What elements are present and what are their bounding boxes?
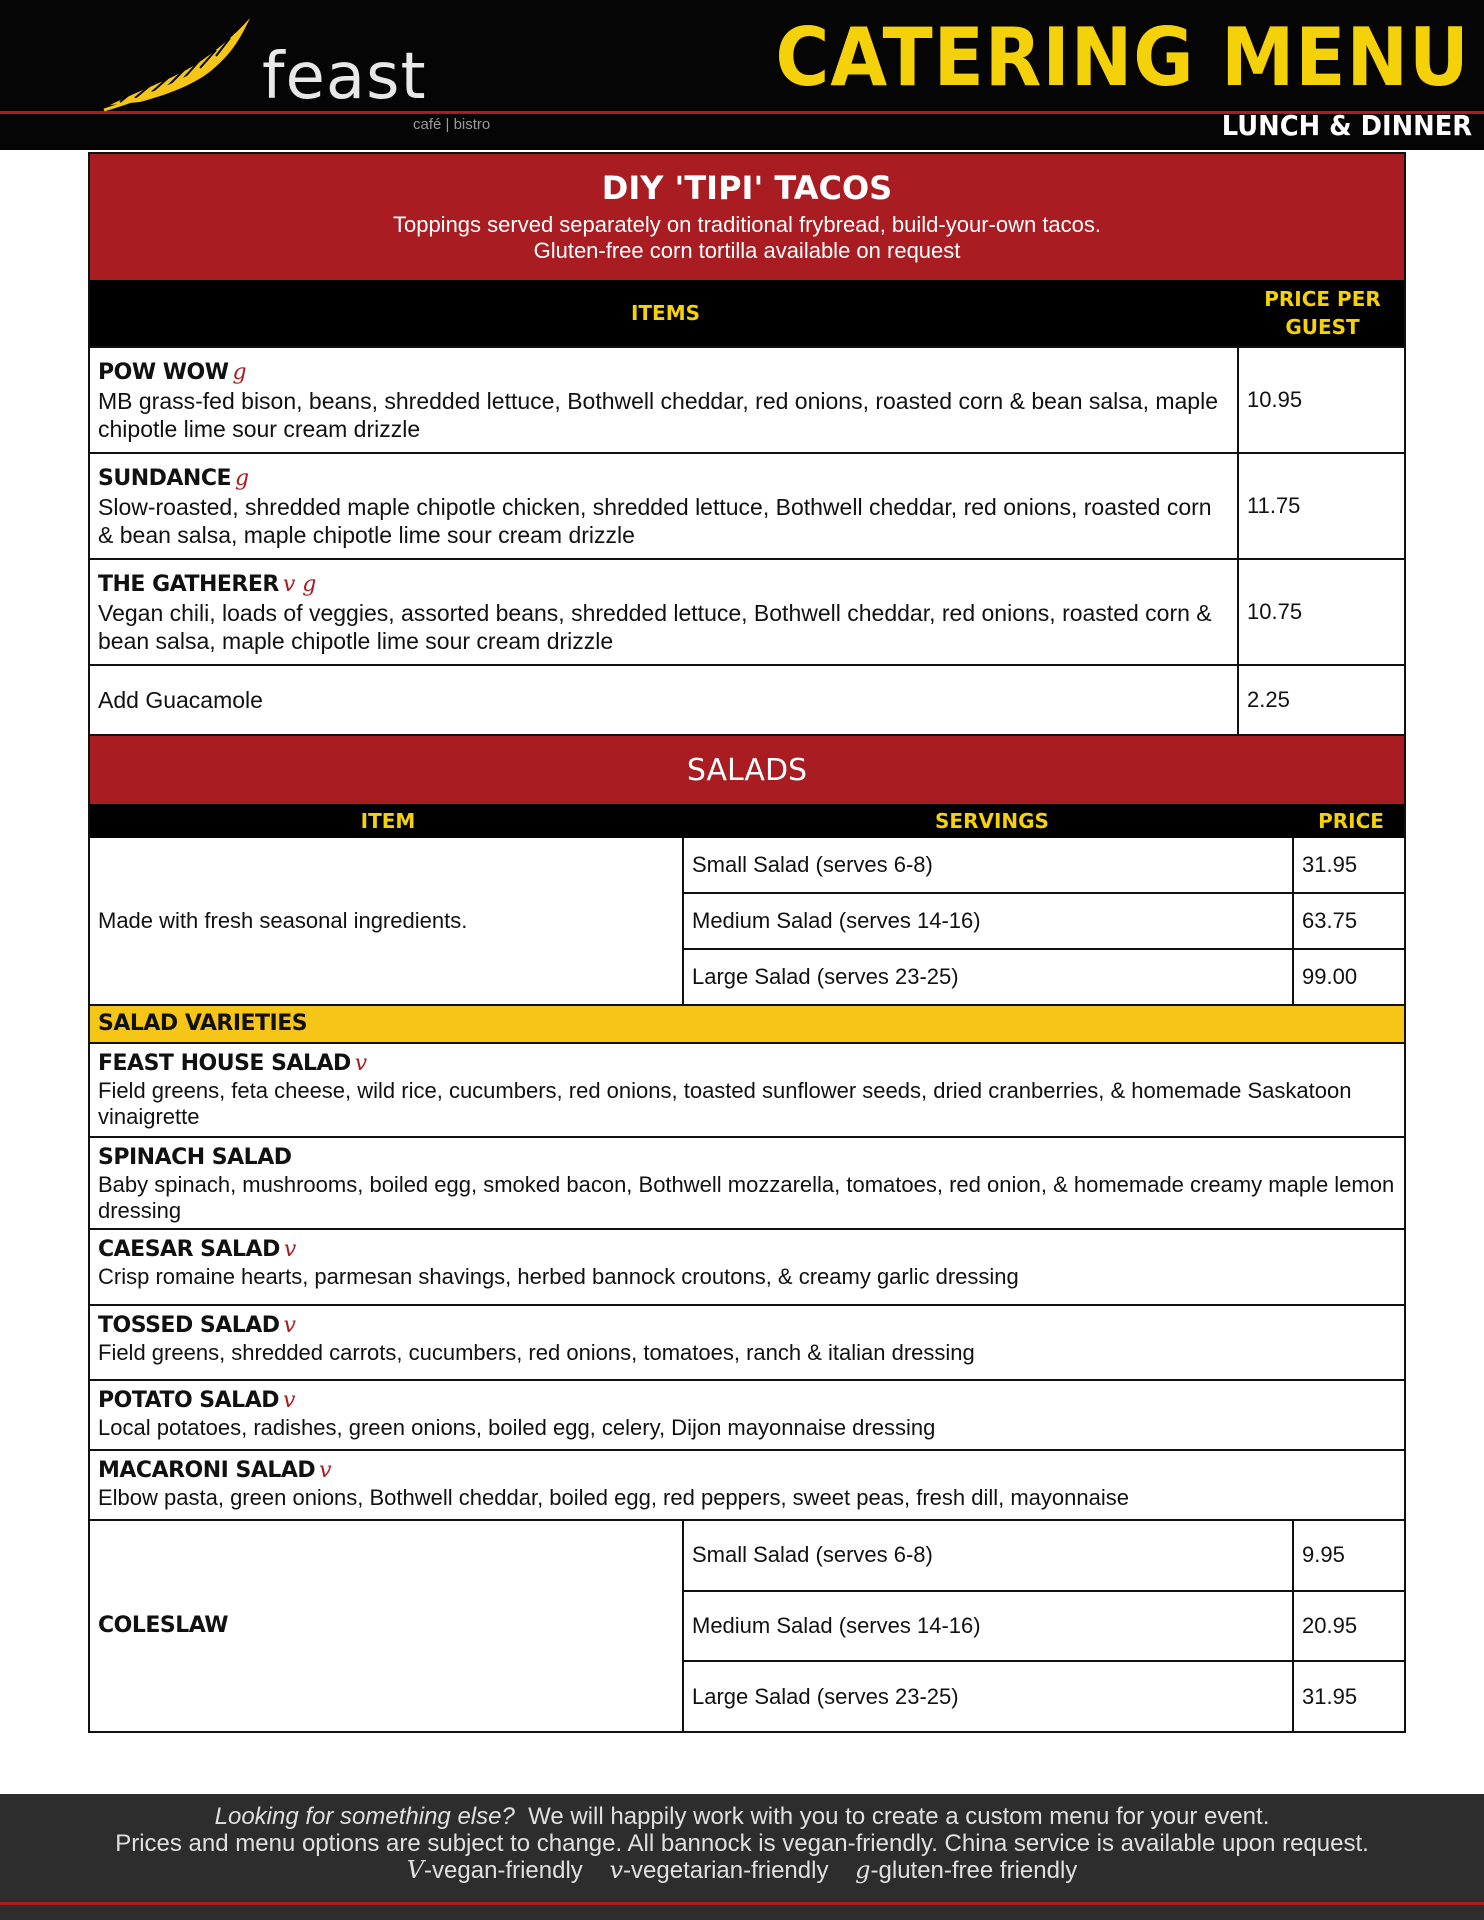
variety-name: FEAST HOUSE SALAD bbox=[98, 1051, 351, 1076]
taco-desc: Vegan chili, loads of veggies, assorted beans, shredded lettuce, Bothwell cheddar, red onions, roasted corn & bean salsa, maple chipotle lime sour cream drizzle bbox=[98, 600, 1212, 654]
feather-icon bbox=[100, 10, 270, 120]
salad-size-list bbox=[684, 838, 1404, 1004]
page-subtitle: LUNCH & DINNER bbox=[1221, 109, 1472, 142]
tacos-title: DIY 'TIPI' TACOS bbox=[601, 169, 893, 207]
page-footer bbox=[0, 1794, 1484, 1920]
variety-name: SPINACH SALAD bbox=[98, 1145, 292, 1170]
taco-price: 11.75 bbox=[1247, 493, 1301, 518]
taco-desc-cell bbox=[90, 348, 1239, 452]
taco-name: SUNDANCE bbox=[98, 466, 231, 491]
variety-desc: Elbow pasta, green onions, Bothwell cheddar, boiled egg, red peppers, sweet peas, fresh dill, mayonnaise bbox=[98, 1485, 1129, 1510]
size-price: 99.00 bbox=[1302, 964, 1358, 989]
diet-mark: v bbox=[283, 1313, 296, 1338]
taco-price: 10.75 bbox=[1247, 599, 1303, 624]
size-label: Small Salad (serves 6-8) bbox=[684, 838, 1294, 892]
tacos-column-header bbox=[90, 280, 1404, 346]
col-item: ITEM bbox=[360, 809, 416, 833]
size-price: 20.95 bbox=[1302, 1613, 1358, 1638]
size-row bbox=[684, 1660, 1404, 1731]
taco-desc-cell bbox=[90, 454, 1239, 558]
taco-desc: Slow-roasted, shredded maple chipotle chicken, shredded lettuce, Bothwell cheddar, red onions, roasted corn & bean salsa, maple chipotle lime sour cream drizzle bbox=[98, 494, 1212, 548]
logo-tagline: café | bistro bbox=[413, 116, 491, 133]
col-price: PRICE bbox=[1318, 809, 1384, 833]
footer-line1 bbox=[0, 1803, 1484, 1830]
taco-row bbox=[90, 346, 1404, 452]
salad-varieties-label: SALAD VARIETIES bbox=[98, 1011, 308, 1036]
size-price: 9.95 bbox=[1302, 1542, 1345, 1568]
salad-variety bbox=[90, 1228, 1404, 1304]
diet-mark: g bbox=[235, 466, 250, 491]
feast-logo bbox=[100, 10, 520, 140]
page-header bbox=[0, 0, 1484, 150]
variety-desc: Crisp romaine hearts, parmesan shavings, herbed bannock croutons, & creamy garlic dressing bbox=[98, 1264, 1019, 1289]
salad-intro: Made with fresh seasonal ingredients. bbox=[90, 838, 684, 1004]
size-price: 31.95 bbox=[1302, 1683, 1358, 1709]
variety-name: POTATO SALAD bbox=[98, 1388, 279, 1413]
size-label: Large Salad (serves 23-25) bbox=[684, 950, 1294, 1004]
col-price-per-guest: PRICE PER GUEST bbox=[1264, 287, 1381, 339]
diet-mark: v bbox=[354, 1051, 368, 1076]
size-label: Large Salad (serves 23-25) bbox=[684, 1662, 1294, 1731]
page-title: CATERING MENU bbox=[775, 11, 1470, 104]
salad-variety bbox=[90, 1304, 1404, 1379]
addon-name: Add Guacamole bbox=[90, 666, 1239, 734]
size-label: Medium Salad (serves 14-16) bbox=[684, 1592, 1294, 1661]
diet-mark: v g bbox=[282, 572, 317, 597]
footer-line1-text: We will happily work with you to create a custom menu for your event. bbox=[528, 1803, 1270, 1830]
diet-mark: v bbox=[283, 1237, 297, 1262]
footer-legend bbox=[0, 1857, 1484, 1884]
variety-desc: Field greens, feta cheese, wild rice, cucumbers, red onions, toasted sunflower seeds, dried cranberries, & homemade Saskatoon vinaigrette bbox=[98, 1078, 1352, 1129]
variety-desc: Baby spinach, mushrooms, boiled egg, smoked bacon, Bothwell mozzarella, tomatoes, red onion, & homemade creamy maple lemon dressing bbox=[98, 1172, 1395, 1223]
footer-divider bbox=[0, 1902, 1484, 1905]
size-label: Medium Salad (serves 14-16) bbox=[684, 894, 1294, 948]
menu-content bbox=[88, 152, 1406, 1733]
salad-variety bbox=[90, 1379, 1404, 1449]
tacos-desc-line2: Gluten-free corn tortilla available on request bbox=[533, 238, 961, 263]
variety-name: TOSSED SALAD bbox=[98, 1313, 280, 1338]
addon-row bbox=[90, 664, 1404, 734]
taco-name: POW WOW bbox=[98, 360, 229, 385]
salads-section-header bbox=[90, 734, 1404, 804]
salad-sizes bbox=[90, 838, 1404, 1004]
legend-mark: V bbox=[406, 1856, 425, 1884]
diet-mark: v bbox=[319, 1458, 332, 1483]
size-row bbox=[684, 1590, 1404, 1661]
variety-desc: Local potatoes, radishes, green onions, boiled egg, celery, Dijon mayonnaise dressing bbox=[98, 1415, 936, 1440]
size-row bbox=[684, 948, 1404, 1004]
footer-line1-italic: Looking for something else? bbox=[214, 1803, 515, 1830]
legend-mark: v bbox=[609, 1856, 624, 1884]
coleslaw-name: COLESLAW bbox=[98, 1613, 229, 1638]
taco-desc-cell bbox=[90, 560, 1239, 664]
size-price: 63.75 bbox=[1302, 908, 1358, 933]
size-label: Small Salad (serves 6-8) bbox=[684, 1521, 1294, 1590]
taco-price: 10.95 bbox=[1247, 387, 1303, 412]
salads-column-header bbox=[90, 804, 1404, 838]
size-price: 31.95 bbox=[1302, 852, 1358, 877]
coleslaw-name-cell bbox=[90, 1521, 684, 1731]
variety-desc: Field greens, shredded carrots, cucumbers, red onions, tomatoes, ranch & italian dressing bbox=[98, 1340, 975, 1365]
salad-varieties-bar bbox=[90, 1004, 1404, 1042]
diet-mark: v bbox=[283, 1388, 296, 1413]
coleslaw-sizes bbox=[90, 1519, 1404, 1731]
tacos-desc-line1: Toppings served separately on traditional frybread, build-your-own tacos. bbox=[392, 212, 1102, 237]
taco-desc: MB grass-fed bison, beans, shredded lettuce, Bothwell cheddar, red onions, roasted corn & bean salsa, maple chipotle lime sour cream drizzle bbox=[98, 388, 1218, 442]
taco-name: THE GATHERER bbox=[98, 572, 279, 597]
legend-mark: g bbox=[855, 1856, 871, 1884]
variety-name: MACARONI SALAD bbox=[98, 1458, 316, 1483]
salad-variety bbox=[90, 1449, 1404, 1519]
variety-name: CAESAR SALAD bbox=[98, 1237, 280, 1262]
col-servings: SERVINGS bbox=[935, 809, 1049, 833]
logo-wordmark: feast bbox=[262, 40, 427, 114]
salad-variety bbox=[90, 1136, 1404, 1228]
coleslaw-size-list bbox=[684, 1521, 1404, 1731]
taco-row bbox=[90, 558, 1404, 664]
salads-title: SALADS bbox=[686, 753, 808, 788]
size-row bbox=[684, 1521, 1404, 1590]
addon-price: 2.25 bbox=[1247, 687, 1290, 712]
size-row bbox=[684, 838, 1404, 892]
diet-mark: g bbox=[232, 360, 247, 385]
size-row bbox=[684, 892, 1404, 948]
tacos-section-header bbox=[90, 154, 1404, 280]
salad-variety bbox=[90, 1042, 1404, 1136]
col-items: ITEMS bbox=[630, 301, 701, 325]
legend-text: -vegan-friendly bbox=[424, 1857, 583, 1884]
legend-text: -gluten-free friendly bbox=[870, 1857, 1078, 1884]
taco-row bbox=[90, 452, 1404, 558]
legend-text: -vegetarian-friendly bbox=[623, 1857, 829, 1884]
footer-line2: Prices and menu options are subject to change. All bannock is vegan-friendly. China service is available upon request. bbox=[115, 1830, 1369, 1857]
